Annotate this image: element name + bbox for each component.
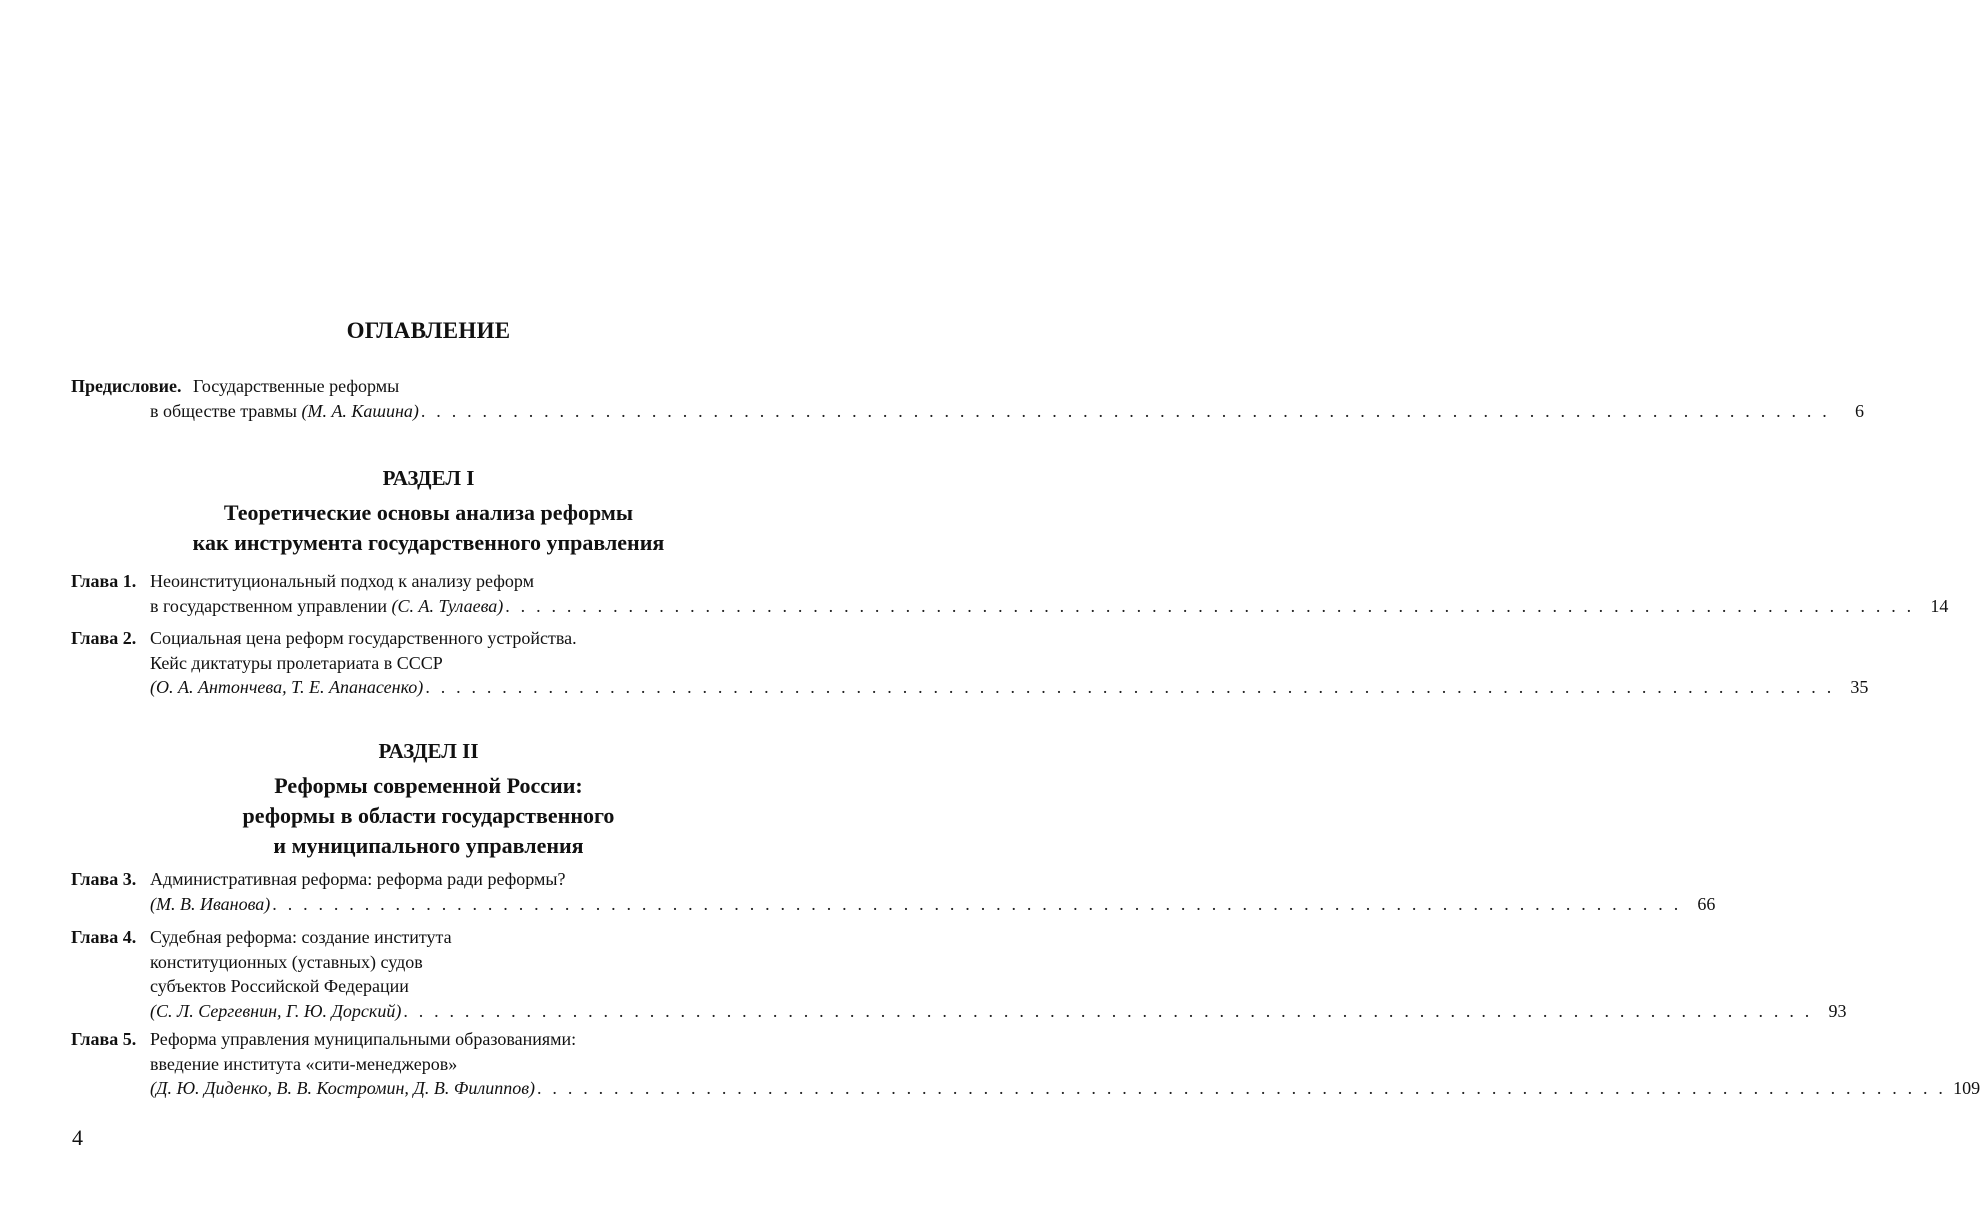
entry-label: Глава 3. xyxy=(71,869,137,889)
section-number: РАЗДЕЛ I xyxy=(382,466,475,490)
toc-entry-chapter-1[interactable] xyxy=(71,569,1949,618)
entry-page-number: 66 xyxy=(1697,893,1716,914)
section-title-line: Теоретические основы анализа реформы xyxy=(223,500,634,525)
entry-title-line: Административная реформа: реформа ради реформы? xyxy=(150,869,566,889)
section-number: РАЗДЕЛ II xyxy=(378,739,479,763)
section-title-line: как инструмента государственного управления xyxy=(192,530,665,555)
entry-label: Глава 2. xyxy=(71,628,137,648)
toc-entry-preface[interactable] xyxy=(71,374,1865,423)
entry-leader-line xyxy=(150,999,1847,1024)
entry-leader-line xyxy=(150,399,1865,424)
entry-leader-line xyxy=(150,892,1716,917)
entry-author: (М. В. Иванова) xyxy=(150,893,271,914)
entry-page-number: 109 xyxy=(1953,1078,1980,1098)
dot-leader: . . . . . . . . . . . . . . . . . . . . . . . . . . . . . . . . . . . . . . . . . . . . . . . . . . . . . . . . . . . . . . . . . . . . . . . . . . . . . . . . . . . . . . . . . . . . xyxy=(403,1000,1813,1021)
entry-leader-line xyxy=(150,1076,1980,1101)
entry-leader-line xyxy=(150,675,1869,700)
entry-title-line: Социальная цена реформ государственного устройства. xyxy=(150,628,577,648)
toc-entry-chapter-5[interactable] xyxy=(71,1027,1980,1101)
entry-title-line: Государственные реформы xyxy=(193,376,400,396)
dot-leader: . . . . . . . . . . . . . . . . . . . . . . . . . . . . . . . . . . . . . . . . . . . . . . . . . . . . . . . . . . . . . . . . . . . . . . . . . . . . . . . . . . . . . . . . . . . . xyxy=(272,893,1682,914)
dot-leader: . . . . . . . . . . . . . . . . . . . . . . . . . . . . . . . . . . . . . . . . . . . . . . . . . . . . . . . . . . . . . . . . . . . . . . . . . . . . . . . . . . . . . . . . . . . . xyxy=(420,400,1831,421)
toc-entry-chapter-4[interactable] xyxy=(71,925,1847,1023)
entry-author: (С. А. Тулаева) xyxy=(391,595,504,616)
entry-page-number: 35 xyxy=(1850,677,1869,697)
toc-entry-chapter-3[interactable] xyxy=(71,867,1716,916)
dot-leader: . . . . . . . . . . . . . . . . . . . . . . . . . . . . . . . . . . . . . . . . . . . . . . . . . . . . . . . . . . . . . . . . . . . . . . . . . . . . . . . . . . . . . . . . . . . . xyxy=(537,1078,1947,1098)
entry-title-line: субъектов Российской Федерации xyxy=(150,976,409,996)
entry-label: Предисловие. xyxy=(71,376,182,396)
section-2-heading xyxy=(0,737,857,861)
entry-title-line: в государственном управлении xyxy=(150,595,387,616)
section-title-line: Реформы современной России: xyxy=(274,773,583,798)
entry-page-number: 14 xyxy=(1930,595,1949,616)
entry-author: (М. А. Кашина) xyxy=(301,400,419,421)
entry-label: Глава 1. xyxy=(71,571,137,591)
entry-title-line: Неоинституциональный подход к анализу реформ xyxy=(150,571,535,591)
toc-title: ОГЛАВЛЕНИЕ xyxy=(346,318,511,343)
section-title-line: и муниципального управления xyxy=(273,833,584,858)
entry-title-line: в обществе травмы xyxy=(150,400,297,421)
entry-title-line: Кейс диктатуры пролетариата в СССР xyxy=(150,652,443,673)
section-1-heading xyxy=(0,464,857,558)
section-title-line: реформы в области государственного xyxy=(242,803,615,828)
dot-leader: . . . . . . . . . . . . . . . . . . . . . . . . . . . . . . . . . . . . . . . . . . . . . . . . . . . . . . . . . . . . . . . . . . . . . . . . . . . . . . . . . . . . . . . . . . . . xyxy=(505,595,1915,616)
entry-page-number: 93 xyxy=(1828,1000,1847,1021)
entry-title-line: Реформа управления муниципальными образованиями: xyxy=(150,1029,577,1049)
entry-page-number: 6 xyxy=(1855,400,1865,421)
dot-leader: . . . . . . . . . . . . . . . . . . . . . . . . . . . . . . . . . . . . . . . . . . . . . . . . . . . . . . . . . . . . . . . . . . . . . . . . . . . . . . . . . . . . . . . . . . . . xyxy=(425,677,1835,697)
entry-author: (С. Л. Сергевнин, Г. Ю. Дорский) xyxy=(150,1000,402,1021)
entry-author: (О. А. Антончева, Т. Е. Апанасенко) xyxy=(150,677,424,697)
page-number: 4 xyxy=(72,1125,83,1150)
entry-label: Глава 5. xyxy=(71,1029,137,1049)
entry-title-line: введение института «сити-менеджеров» xyxy=(150,1053,458,1074)
entry-leader-line xyxy=(150,594,1949,619)
entry-title-line: Судебная реформа: создание института xyxy=(150,927,452,947)
entry-label: Глава 4. xyxy=(71,927,137,947)
toc-entry-chapter-2[interactable] xyxy=(71,626,1869,700)
entry-author: (Д. Ю. Диденко, В. В. Костромин, Д. В. Филиппов) xyxy=(150,1078,536,1098)
entry-title-line: конституционных (уставных) судов xyxy=(150,951,423,972)
